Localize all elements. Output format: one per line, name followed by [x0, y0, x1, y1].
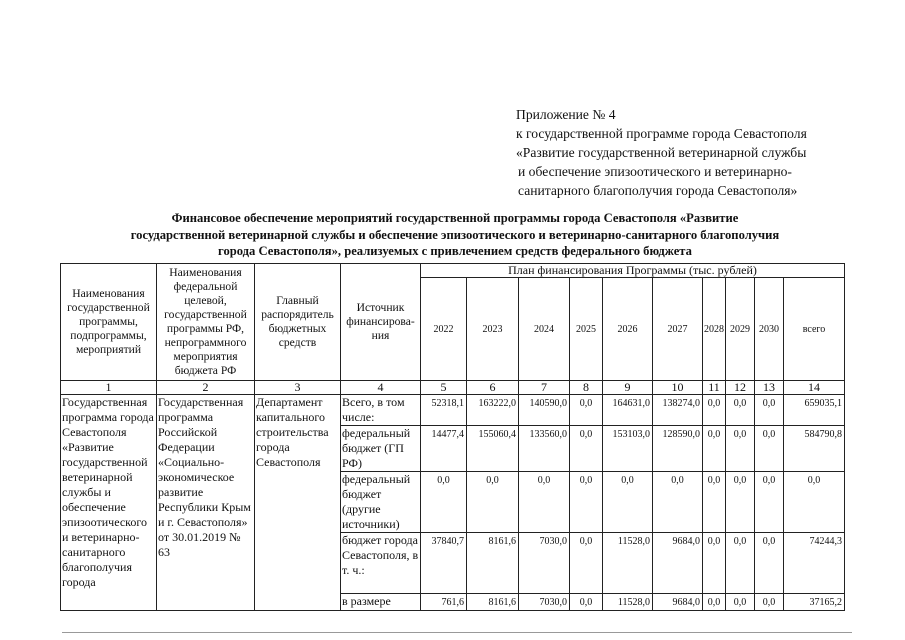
- value-cell: 153103,0: [603, 426, 653, 472]
- header-year: 2026: [603, 278, 653, 381]
- column-number: 5: [421, 381, 467, 395]
- value-cell: 138274,0: [653, 395, 703, 426]
- value-cell: 11528,0: [603, 533, 653, 594]
- column-number: 13: [755, 381, 784, 395]
- title-line: города Севастополя», реализуемых с привлечением средств федерального бюджета: [218, 244, 692, 258]
- value-cell: 164631,0: [603, 395, 653, 426]
- value-cell: 0,0: [703, 594, 726, 610]
- source-cell: федеральный бюджет (ГП РФ): [341, 426, 421, 472]
- column-number: 8: [570, 381, 603, 395]
- value-cell: 0,0: [755, 426, 784, 472]
- program-name-cell: Государственная программа города Севастополя «Развитие государственной ветеринарной службы и обеспечение эпизоотического и ветеринарно-санитарного благополучия города: [61, 395, 157, 610]
- source-cell: бюджет города Севастополя, в т. ч.:: [341, 533, 421, 594]
- value-cell: 0,0: [603, 472, 653, 533]
- column-number: 4: [341, 381, 421, 395]
- column-number: 11: [703, 381, 726, 395]
- value-cell: 0,0: [726, 533, 755, 594]
- financing-table: [60, 263, 845, 611]
- value-cell: 0,0: [755, 533, 784, 594]
- value-cell: 0,0: [467, 472, 519, 533]
- value-cell: 0,0: [570, 472, 603, 533]
- value-cell: 163222,0: [467, 395, 519, 426]
- value-cell: 9684,0: [653, 533, 703, 594]
- value-cell: 0,0: [570, 533, 603, 594]
- value-cell: 0,0: [755, 472, 784, 533]
- document-title: [50, 210, 860, 260]
- value-cell: 659035,1: [784, 395, 845, 426]
- title-line: Финансовое обеспечение мероприятий государственной программы города Севастополя «Развитие: [171, 211, 739, 225]
- value-cell: 0,0: [703, 472, 726, 533]
- value-cell: 0,0: [653, 472, 703, 533]
- header-year: 2024: [519, 278, 570, 381]
- value-cell: 0,0: [570, 594, 603, 610]
- value-cell: 7030,0: [519, 594, 570, 610]
- column-number: 3: [255, 381, 341, 395]
- value-cell: 74244,3: [784, 533, 845, 594]
- column-number: 12: [726, 381, 755, 395]
- header-year: 2023: [467, 278, 519, 381]
- appendix-line: и обеспечение эпизоотического и ветеринарно-: [518, 164, 792, 179]
- source-cell: федеральный бюджет (другие источники): [341, 472, 421, 533]
- value-cell: 133560,0: [519, 426, 570, 472]
- header-plan: План финансирования Программы (тыс. рублей): [421, 264, 845, 278]
- header-source: Источник финансирова-ния: [341, 264, 421, 381]
- value-cell: 14477,4: [421, 426, 467, 472]
- value-cell: 37840,7: [421, 533, 467, 594]
- header-year: 2028: [703, 278, 726, 381]
- value-cell: 0,0: [421, 472, 467, 533]
- header-program-name: Наименования государственной программы, подпрограммы, мероприятий: [61, 264, 157, 381]
- column-number: 7: [519, 381, 570, 395]
- header-distributor: Главный распорядитель бюджетных средств: [255, 264, 341, 381]
- column-number: 9: [603, 381, 653, 395]
- value-cell: 11528,0: [603, 594, 653, 610]
- value-cell: 37165,2: [784, 594, 845, 610]
- value-cell: 0,0: [703, 395, 726, 426]
- value-cell: 0,0: [703, 426, 726, 472]
- value-cell: 0,0: [519, 472, 570, 533]
- value-cell: 0,0: [703, 533, 726, 594]
- header-federal-program: Наименования федеральной целевой, государственной программы РФ, непрограммного мероприятия бюджета РФ: [157, 264, 255, 381]
- value-cell: 128590,0: [653, 426, 703, 472]
- appendix-line: санитарного благополучия города Севастополя»: [518, 183, 798, 198]
- value-cell: 155060,4: [467, 426, 519, 472]
- source-cell: Всего, в том числе:: [341, 395, 421, 426]
- column-number: 14: [784, 381, 845, 395]
- column-number: 2: [157, 381, 255, 395]
- appendix-line: «Развитие государственной ветеринарной службы: [516, 145, 807, 160]
- value-cell: 584790,8: [784, 426, 845, 472]
- column-number: 6: [467, 381, 519, 395]
- header-total: всего: [784, 278, 845, 381]
- title-line: государственной ветеринарной службы и обеспечение эпизоотического и ветеринарно-санитарного благополучия: [130, 227, 780, 242]
- page-edge-line: [62, 632, 852, 633]
- value-cell: 0,0: [726, 472, 755, 533]
- value-cell: 0,0: [784, 472, 845, 533]
- value-cell: 0,0: [755, 594, 784, 610]
- source-cell: в размере: [341, 594, 421, 610]
- value-cell: 8161,6: [467, 533, 519, 594]
- value-cell: 0,0: [726, 395, 755, 426]
- value-cell: 0,0: [570, 395, 603, 426]
- value-cell: 0,0: [570, 426, 603, 472]
- header-year: 2029: [726, 278, 755, 381]
- value-cell: 9684,0: [653, 594, 703, 610]
- distributor-cell: Департамент капитального строительства города Севастополя: [255, 395, 341, 610]
- value-cell: 8161,6: [467, 594, 519, 610]
- column-number: 10: [653, 381, 703, 395]
- value-cell: 140590,0: [519, 395, 570, 426]
- header-year: 2022: [421, 278, 467, 381]
- value-cell: 761,6: [421, 594, 467, 610]
- value-cell: 0,0: [726, 594, 755, 610]
- federal-program-cell: Государственная программа Российской Федерации «Социально-экономическое развитие Республики Крым и г. Севастополя» от 30.01.2019 № 63: [157, 395, 255, 610]
- header-year: 2027: [653, 278, 703, 381]
- value-cell: 0,0: [726, 426, 755, 472]
- appendix-line: к государственной программе города Севастополя: [516, 126, 807, 141]
- value-cell: 52318,1: [421, 395, 467, 426]
- appendix-number: Приложение № 4: [516, 107, 616, 122]
- value-cell: 0,0: [755, 395, 784, 426]
- header-year: 2030: [755, 278, 784, 381]
- column-number: 1: [61, 381, 157, 395]
- value-cell: 7030,0: [519, 533, 570, 594]
- header-year: 2025: [570, 278, 603, 381]
- appendix-block: [516, 105, 807, 200]
